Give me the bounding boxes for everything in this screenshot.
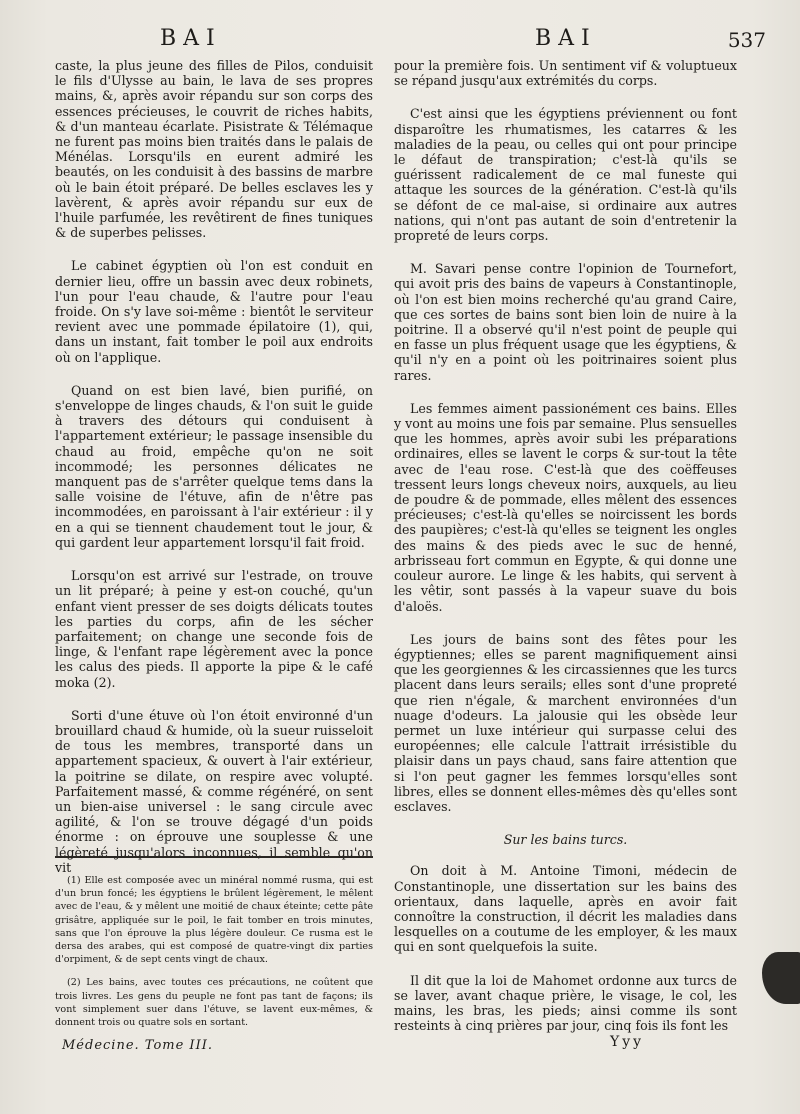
paragraph: C'est ainsi que les égyptiens préviennent ou font disparoître les rhumatismes, les catarres & les maladies de la peau, ou celles qui ont pour principe le défaut de transpiration; c'est-là qu'ils se guérissent radicalement de ce mal funeste qui attaque les sources de la génération. C'est-là qu'ils se défont de ce mal-aise, si ordinaire aux autres nations, qui n'ont pas autant de soin d'entretenir la propreté de leurs corps. — [394, 106, 737, 244]
paragraph: Quand on est bien lavé, bien purifié, on s'enveloppe de linges chauds, & l'on suit le guide à travers des détours qui conduisent à l'appartement extérieur; le passage insensible du chaud au froid, empêche qu'on ne soit incommodé; les personnes délicates ne manquent pas de s'arrêter quelque tems dans la salle voisine de l'étuve, afin de n'être pas incommodées, en paroissant à l'air extérieur : il y en a qui se tiennent chaudement tout le jour, & qui gardent leur appartement lorsqu'il fait froid. — [55, 382, 373, 550]
paragraph: Il dit que la loi de Mahomet ordonne aux turcs de se laver, avant chaque prière, le visage, le col, les mains, les bras, les pieds; ainsi comme ils sont resteints à cinq prières par jour, cinq fois ils font les — [394, 972, 737, 1034]
ink-blot — [762, 952, 800, 1004]
right-column — [394, 58, 737, 1051]
paragraph: caste, la plus jeune des filles de Pilos, conduisit le fils d'Ulysse au bain, le lava de ses propres mains, &, après avoir répandu sur son corps des essences précieuses, le couvrit de riches habits, & d'un manteau écarlate. Pisistrate & Télémaque ne furent pas moins bien traités dans le palais de Ménélas. Lorsqu'ils en eurent admiré les beautés, on les conduisit à des bassins de marbre où le bain étoit préparé. De belles esclaves les y lavèrent, & après avoir répandu sur eux de l'huile parfumée, les revêtirent de fines tuniques & de superbes pelisses. — [55, 58, 373, 241]
page-number: 537 — [727, 28, 766, 52]
paragraph: Les femmes aiment passionément ces bains. Elles y vont au moins une fois par semaine. Plus sensuelles que les hommes, après avoir subi les préparations ordinaires, elles se lavent le corps & sur-tout la tête avec de l'eau rose. C'est-là que des coëffeuses tressent leurs longs cheveux noirs, auxquels, au lieu de poudre & de pommade, elles mêlent des essences précieuses; c'est-là qu'elles se noircissent les bords des paupières; c'est-là qu'elles se teignent les ongles des mains & des pieds avec le suc de henné, arbrisseau fort commun en Egypte, & qui donne une couleur aurore. Le linge & les habits, qui servent à les vêtir, sont passés à la vapeur suave du bois d'aloës. — [394, 400, 737, 614]
footnote-divider — [55, 856, 373, 858]
volume-footer: Médecine. Tome III. — [62, 1038, 213, 1053]
paragraph: Le cabinet égyptien où l'on est conduit en dernier lieu, offre un bassin avec deux robinets, l'un pour l'eau chaude, & l'autre pour l'eau froide. On s'y lave soi-même : bientôt le serviteur revient avec une pommade épilatoire (1), qui, dans un instant, fait tomber le poil aux endroits où on l'applique. — [55, 258, 373, 365]
section-subheading: Sur les bains turcs. — [503, 832, 628, 848]
paragraph: M. Savari pense contre l'opinion de Tournefort, qui avoit pris des bains de vapeurs à Constantinople, où l'on est bien moins recherché qu'au grand Caire, que ces sortes de bains sont bien loin de nuire à la poitrine. Il a observé qu'il n'est point de peuple qui en fasse un plus fréquent usage que les égyptiens, & qu'il n'y en a point où les poitrinaires soient plus rares. — [394, 261, 737, 383]
left-column — [55, 58, 373, 893]
paragraph: pour la première fois. Un sentiment vif & voluptueux se répand jusqu'aux extrémités du corps. — [394, 58, 737, 89]
signature-mark: Yyy — [610, 1034, 645, 1050]
paragraph: Sorti d'une étuve où l'on étoit environné d'un brouillard chaud & humide, où la sueur ruisseloit de tous les membres, transporté dans un appartement spacieux, & ouvert à l'air extérieur, la poitrine se dilate, on respire avec volupté. Parfaitement massé, & comme régénéré, on sent un bien-aise universel : le sang circule avec agilité, & l'on se trouve dégagé d'un poids énorme : on éprouve une souplesse & une légèreté jusqu'alors inconnues, il semble qu'on vit — [55, 707, 373, 875]
paragraph: Les jours de bains sont des fêtes pour les égyptiennes; elles se parent magnifiquement ainsi que les georgiennes & les circassiennes que les turcs placent dans leurs serails; elles sont d'une propreté que rien n'égale, & marchent environnées d'un nuage d'odeurs. La jalousie qui les obsède leur permet un luxe intérieur qui surpasse celui des européennes; elle calcule l'attrait irrésistible du plaisir dans un pays chaud, sans faire attention que si l'on peut gagner les femmes lorsqu'elles sont libres, elles se donnent elles-mêmes dès qu'elles sont esclaves. — [394, 631, 737, 814]
running-header-right: BAI — [535, 26, 597, 51]
footnotes — [55, 874, 373, 1039]
paragraph: Lorsqu'on est arrivé sur l'estrade, on trouve un lit préparé; à peine y est-on couché, qu'un enfant vient presser de ses doigts délicats toutes les parties du corps, afin de les sécher parfaitement; on change une seconde fois de linge, & l'enfant rape légèrement avec la ponce les calus des pieds. Il apporte la pipe & le café moka (2). — [55, 568, 373, 690]
running-header-left: BAI — [160, 26, 222, 51]
paragraph: On doit à M. Antoine Timoni, médecin de Constantinople, une dissertation sur les bains des orientaux, dans laquelle, après en avoir fait connoître la construction, il décrit les maladies dans lesquelles on a coutume de les employer, & les maux qui en sont quelquefois la suite. — [394, 863, 737, 955]
footnote: (2) Les bains, avec toutes ces précautions, ne coûtent que trois livres. Les gens du peuple ne font pas tant de façons; ils vont simplement suer dans l'étuve, se lavent eux-mêmes, & donnent trois ou quatre sols en sortant. — [55, 977, 373, 1029]
footnote: (1) Elle est composée avec un minéral nommé rusma, qui est d'un brun foncé; les égyptiens le brûlent légèrement, le mêlent avec de l'eau, & y mêlent une moitié de chaux éteinte; cette pâte grisâtre, appliquée sur le poil, le fait tomber en trois minutes, sans que l'on éprouve la plus légère douleur. Ce rusma est le dersa des arabes, qui est composé de quatre-vingt dix parties d'orpiment, & de sept cents vingt de chaux. — [55, 875, 373, 966]
